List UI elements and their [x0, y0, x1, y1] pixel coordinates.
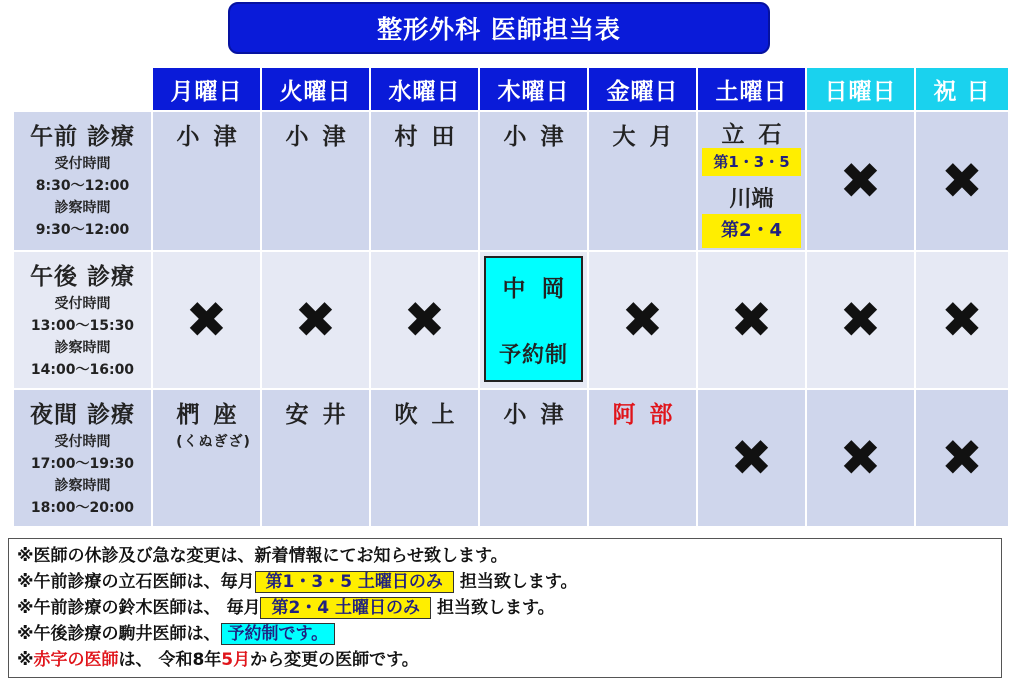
night-holiday	[916, 390, 1008, 526]
doctor-name: 小津	[285, 124, 360, 150]
doctor-name: 大月	[612, 124, 687, 150]
closed-x-icon: ✖	[294, 291, 337, 349]
closed-x-icon: ✖	[839, 152, 882, 210]
night-sun	[807, 390, 914, 526]
header-holiday: 祝 日	[916, 68, 1008, 110]
session-name: 夜間 診療	[29, 402, 135, 428]
note-text: ※	[17, 650, 34, 670]
reservation-box	[484, 256, 583, 382]
note-text: 担当致します。	[436, 598, 555, 618]
am-mon	[153, 112, 260, 250]
night-wed	[371, 390, 478, 526]
note-text: ※午前診療の鈴木医師は、 毎月	[17, 598, 261, 618]
closed-x-icon: ✖	[941, 291, 983, 349]
notes-box	[8, 538, 1002, 678]
note-line	[17, 647, 993, 673]
closed-x-icon: ✖	[185, 291, 228, 349]
closed-x-icon: ✖	[403, 291, 446, 349]
note-line	[17, 543, 993, 569]
page-title: 整形外科 医師担当表	[228, 2, 770, 54]
am-holiday	[916, 112, 1008, 250]
reception-label: 受付時間	[54, 296, 111, 312]
pm-holiday	[916, 252, 1008, 388]
closed-x-icon: ✖	[941, 152, 983, 210]
doctor-name-text: 椚座	[176, 402, 251, 428]
note-line	[17, 621, 993, 647]
note-text: は、 令和8年	[118, 650, 222, 670]
consult-label: 診察時間	[54, 200, 111, 216]
closed-x-icon: ✖	[941, 429, 983, 487]
session-name: 午前 診療	[29, 124, 135, 150]
pm-fri	[589, 252, 696, 388]
am-tue	[262, 112, 369, 250]
reservation-note: 予約制	[498, 343, 568, 368]
header-thu: 木曜日	[480, 68, 587, 110]
consult-label: 診察時間	[54, 478, 111, 494]
closed-x-icon: ✖	[839, 291, 882, 349]
header-tue: 火曜日	[262, 68, 369, 110]
consult-hours: 14:00～16:00	[30, 362, 135, 378]
doctor-name: 安井	[285, 402, 360, 428]
doctor-name: 中岡	[502, 276, 581, 302]
week-tag-135: 第1・3・5	[702, 148, 801, 176]
pm-mon	[153, 252, 260, 388]
doctor-name: 小津	[503, 402, 578, 428]
closed-x-icon: ✖	[730, 291, 773, 349]
highlight-cyan: 予約制です。	[221, 623, 336, 645]
schedule-table	[14, 68, 1008, 526]
doctor-name: 村田	[394, 124, 469, 150]
header-mon: 月曜日	[153, 68, 260, 110]
note-line	[17, 569, 993, 595]
pm-sat	[698, 252, 805, 388]
header-sat: 土曜日	[698, 68, 805, 110]
pm-sun	[807, 252, 914, 388]
session-label-night	[14, 390, 151, 526]
red-text: 5月	[221, 650, 251, 670]
am-thu	[480, 112, 587, 250]
session-label-pm	[14, 252, 151, 388]
highlight-yellow: 第1・3・5 土曜日のみ	[255, 571, 454, 593]
doctor-name	[153, 396, 260, 451]
header-wed: 水曜日	[371, 68, 478, 110]
consult-label: 診察時間	[54, 340, 111, 356]
pm-wed	[371, 252, 478, 388]
session-name: 午後 診療	[29, 264, 135, 290]
note-text: ※医師の休診及び急な変更は、新着情報にてお知らせ致します。	[17, 546, 508, 566]
reception-hours: 13:00～15:30	[30, 318, 135, 334]
doctor-name-2: 川端	[729, 187, 774, 212]
note-line	[17, 595, 993, 621]
name-reading: (くぬぎざ)	[176, 434, 251, 450]
reception-hours: 8:30～12:00	[35, 178, 130, 194]
closed-x-icon: ✖	[621, 291, 664, 349]
doctor-name: 吹上	[394, 402, 469, 428]
am-wed	[371, 112, 478, 250]
red-text: 赤字の医師	[33, 650, 119, 670]
night-mon	[153, 390, 260, 526]
changed-doctor-name: 阿部	[612, 402, 687, 428]
note-text: 担当致します。	[459, 572, 578, 592]
night-fri	[589, 390, 696, 526]
note-text: から変更の医師です。	[250, 650, 419, 670]
note-text: ※午前診療の立石医師は、毎月	[17, 572, 255, 592]
note-text: ※午後診療の駒井医師は、	[17, 624, 221, 644]
highlight-yellow: 第2・4 土曜日のみ	[260, 597, 431, 619]
closed-x-icon: ✖	[730, 429, 773, 487]
corner-cell	[14, 68, 151, 110]
header-fri: 金曜日	[589, 68, 696, 110]
am-sun	[807, 112, 914, 250]
night-thu	[480, 390, 587, 526]
night-tue	[262, 390, 369, 526]
reception-hours: 17:00～19:30	[30, 456, 135, 472]
consult-hours: 18:00～20:00	[30, 500, 135, 516]
night-sat	[698, 390, 805, 526]
doctor-name: 立石	[721, 122, 796, 148]
reception-label: 受付時間	[54, 434, 111, 450]
session-label-am	[14, 112, 151, 250]
pm-tue	[262, 252, 369, 388]
pm-thu	[480, 252, 587, 388]
doctor-name: 小津	[503, 124, 578, 150]
header-sun: 日曜日	[807, 68, 914, 110]
consult-hours: 9:30～12:00	[35, 222, 130, 238]
week-tag-24: 第2・4	[702, 214, 801, 248]
closed-x-icon: ✖	[839, 429, 882, 487]
reception-label: 受付時間	[54, 156, 111, 172]
am-fri	[589, 112, 696, 250]
doctor-name: 小津	[176, 124, 251, 150]
am-sat	[698, 112, 805, 250]
